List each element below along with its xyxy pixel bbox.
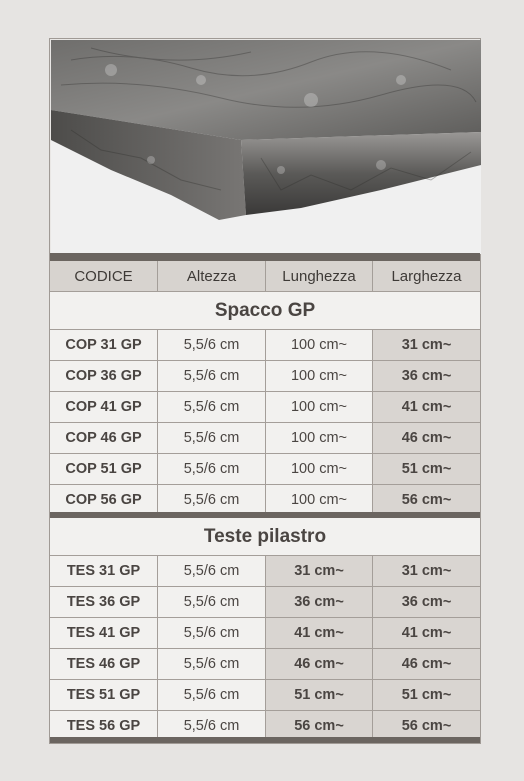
cell-codice: COP 31 GP bbox=[50, 330, 158, 361]
cell-larghezza: 41 cm~ bbox=[373, 618, 480, 649]
cell-altezza: 5,5/6 cm bbox=[158, 556, 266, 587]
cell-larghezza: 56 cm~ bbox=[373, 711, 480, 742]
cell-lunghezza: 56 cm~ bbox=[266, 711, 373, 742]
cell-altezza: 5,5/6 cm bbox=[158, 330, 266, 361]
cell-larghezza: 51 cm~ bbox=[373, 680, 480, 711]
cell-codice: COP 56 GP bbox=[50, 485, 158, 516]
cell-larghezza: 46 cm~ bbox=[373, 423, 480, 454]
cell-larghezza: 41 cm~ bbox=[373, 392, 480, 423]
table-row bbox=[50, 587, 480, 618]
cell-codice: TES 51 GP bbox=[50, 680, 158, 711]
cell-altezza: 5,5/6 cm bbox=[158, 711, 266, 742]
table-row bbox=[50, 556, 480, 587]
top-bar bbox=[50, 253, 480, 261]
cell-lunghezza: 100 cm~ bbox=[266, 392, 373, 423]
cell-lunghezza: 100 cm~ bbox=[266, 361, 373, 392]
cell-larghezza: 36 cm~ bbox=[373, 361, 480, 392]
table-row bbox=[50, 649, 480, 680]
header-codice: CODICE bbox=[50, 261, 158, 292]
cell-altezza: 5,5/6 cm bbox=[158, 649, 266, 680]
cell-lunghezza: 41 cm~ bbox=[266, 618, 373, 649]
cell-codice: TES 56 GP bbox=[50, 711, 158, 742]
header-altezza: Altezza bbox=[158, 261, 266, 292]
cell-larghezza: 51 cm~ bbox=[373, 454, 480, 485]
cell-codice: TES 36 GP bbox=[50, 587, 158, 618]
section-title: Spacco GP bbox=[50, 292, 480, 330]
cell-lunghezza: 100 cm~ bbox=[266, 485, 373, 516]
cell-codice: COP 41 GP bbox=[50, 392, 158, 423]
table-row bbox=[50, 330, 480, 361]
cell-altezza: 5,5/6 cm bbox=[158, 361, 266, 392]
cell-altezza: 5,5/6 cm bbox=[158, 392, 266, 423]
table-row bbox=[50, 680, 480, 711]
cell-altezza: 5,5/6 cm bbox=[158, 618, 266, 649]
cell-codice: TES 41 GP bbox=[50, 618, 158, 649]
table-row bbox=[50, 454, 480, 485]
cell-lunghezza: 46 cm~ bbox=[266, 649, 373, 680]
table-header bbox=[50, 261, 480, 292]
cell-larghezza: 46 cm~ bbox=[373, 649, 480, 680]
table-row bbox=[50, 423, 480, 454]
bottom-bar bbox=[50, 737, 480, 743]
header-larghezza: Larghezza bbox=[373, 261, 480, 292]
table-row bbox=[50, 392, 480, 423]
table-row bbox=[50, 618, 480, 649]
cell-larghezza: 31 cm~ bbox=[373, 556, 480, 587]
cell-altezza: 5,5/6 cm bbox=[158, 454, 266, 485]
stone-slab-photo bbox=[51, 40, 481, 254]
header-lunghezza: Lunghezza bbox=[266, 261, 373, 292]
cell-codice: TES 31 GP bbox=[50, 556, 158, 587]
table-row bbox=[50, 361, 480, 392]
cell-codice: COP 46 GP bbox=[50, 423, 158, 454]
cell-altezza: 5,5/6 cm bbox=[158, 587, 266, 618]
cell-lunghezza: 100 cm~ bbox=[266, 330, 373, 361]
cell-lunghezza: 31 cm~ bbox=[266, 556, 373, 587]
product-card bbox=[49, 38, 481, 744]
cell-larghezza: 56 cm~ bbox=[373, 485, 480, 516]
cell-codice: COP 51 GP bbox=[50, 454, 158, 485]
cell-lunghezza: 36 cm~ bbox=[266, 587, 373, 618]
section-title: Teste pilastro bbox=[50, 518, 480, 556]
cell-larghezza: 36 cm~ bbox=[373, 587, 480, 618]
cell-codice: TES 46 GP bbox=[50, 649, 158, 680]
cell-codice: COP 36 GP bbox=[50, 361, 158, 392]
cell-lunghezza: 100 cm~ bbox=[266, 454, 373, 485]
cell-altezza: 5,5/6 cm bbox=[158, 485, 266, 516]
stone-slab-illustration bbox=[51, 40, 481, 254]
cell-larghezza: 31 cm~ bbox=[373, 330, 480, 361]
cell-altezza: 5,5/6 cm bbox=[158, 680, 266, 711]
cell-altezza: 5,5/6 cm bbox=[158, 423, 266, 454]
cell-lunghezza: 100 cm~ bbox=[266, 423, 373, 454]
cell-lunghezza: 51 cm~ bbox=[266, 680, 373, 711]
